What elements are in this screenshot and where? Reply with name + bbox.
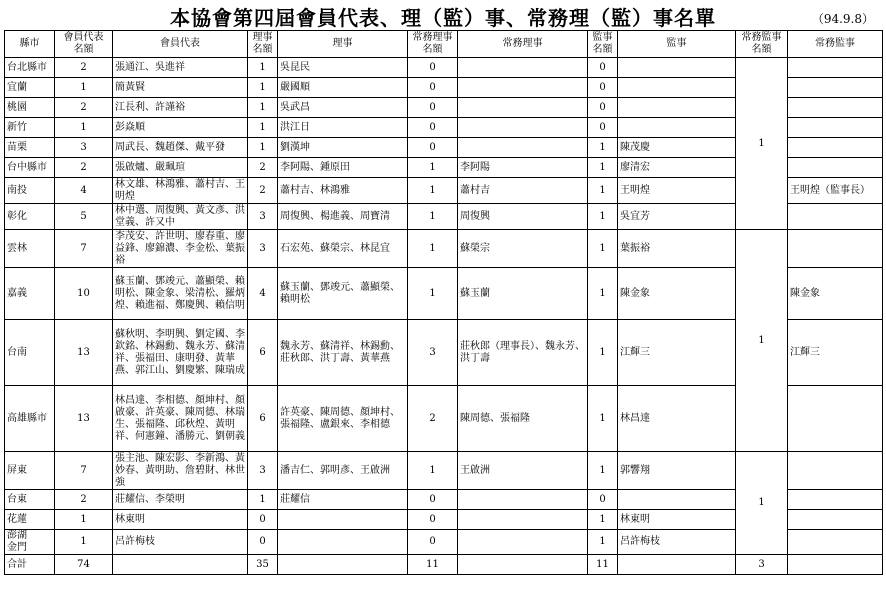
total-row: [5, 555, 883, 575]
standing-directors-cell: 蘇榮宗: [458, 230, 588, 268]
standing-supervisors-cell: 王明煌（監事長）: [788, 178, 883, 204]
rep-count-cell: 7: [55, 452, 113, 490]
director-count-cell: 2: [248, 178, 278, 204]
supervisor-count-cell: 0: [588, 118, 618, 138]
director-count-cell: 4: [248, 268, 278, 320]
supervisors-cell: 吳宜芳: [618, 204, 736, 230]
header-cell: 常務監事: [788, 31, 883, 58]
header-cell: 理事名額: [248, 31, 278, 58]
empty-cell: [278, 555, 408, 575]
supervisors-cell: [618, 78, 736, 98]
standing-director-count-cell: 0: [408, 490, 458, 510]
reps-cell: 蘇秋明、李明興、劉定國、李欽銘、林錫勳、魏永芳、蘇清祥、張福田、康明發、黃華燕、郭江山、劉慶繁、陳瑞成: [113, 320, 248, 386]
header-cell: 常務理事 名額: [408, 31, 458, 58]
standing-supervisors-cell: [788, 530, 883, 555]
standing-directors-cell: 陳周德、張福隆: [458, 386, 588, 452]
director-count-cell: 6: [248, 320, 278, 386]
reps-cell: 周武長、魏趙傑、戴平發: [113, 138, 248, 158]
supervisors-cell: 陳金象: [618, 268, 736, 320]
total-standing-supervisor-count-cell: 3: [736, 555, 788, 575]
standing-director-count-cell: 0: [408, 118, 458, 138]
rep-count-cell: 2: [55, 158, 113, 178]
standing-supervisors-cell: [788, 78, 883, 98]
reps-cell: 林東明: [113, 510, 248, 530]
standing-director-count-cell: 1: [408, 268, 458, 320]
header-cell: 監事名額: [588, 31, 618, 58]
standing-supervisors-cell: [788, 138, 883, 158]
roster-table: [4, 30, 883, 575]
county-cell: 桃園: [5, 98, 55, 118]
directors-cell: 洪江日: [278, 118, 408, 138]
reps-cell: 張啟爐、嚴珮瑄: [113, 158, 248, 178]
director-count-cell: 2: [248, 158, 278, 178]
header-cell: 常務理事: [458, 31, 588, 58]
rep-count-cell: 3: [55, 138, 113, 158]
rep-count-cell: 1: [55, 78, 113, 98]
reps-cell: 張通江、吳進祥: [113, 58, 248, 78]
standing-directors-cell: 周復興: [458, 204, 588, 230]
standing-director-count-cell: 3: [408, 320, 458, 386]
standing-directors-cell: [458, 138, 588, 158]
reps-cell: 林昌達、李相德、顏坤村、顏啟豪、許英豪、陳周德、林瑞生、張福隆、邱秋煌、黃明祥、何憲鐘、潘勝元、劉朝義: [113, 386, 248, 452]
header-cell: 理事: [278, 31, 408, 58]
directors-cell: 許英豪、陳周德、顏坤村、張福隆、盧銀來、李相德: [278, 386, 408, 452]
standing-director-count-cell: 1: [408, 452, 458, 490]
county-cell: 高雄縣市: [5, 386, 55, 452]
county-cell: 澎湖 金門: [5, 530, 55, 555]
supervisors-cell: 王明煌: [618, 178, 736, 204]
standing-directors-cell: [458, 78, 588, 98]
director-count-cell: 1: [248, 58, 278, 78]
county-cell: 苗栗: [5, 138, 55, 158]
reps-cell: 李茂安、許世明、廖春重、廖益鋒、廖錦濃、李金松、葉振裕: [113, 230, 248, 268]
supervisor-count-cell: 1: [588, 268, 618, 320]
reps-cell: 彭焱順: [113, 118, 248, 138]
table-row: [5, 230, 883, 268]
reps-cell: 林文雄、林鴻雅、蕭村吉、王明煌: [113, 178, 248, 204]
standing-directors-cell: 李阿陽: [458, 158, 588, 178]
empty-cell: [618, 555, 736, 575]
director-count-cell: 1: [248, 78, 278, 98]
county-cell: 台北縣市: [5, 58, 55, 78]
standing-director-count-cell: 1: [408, 158, 458, 178]
total-supervisor-count-cell: 11: [588, 555, 618, 575]
standing-director-count-cell: 1: [408, 178, 458, 204]
director-count-cell: 1: [248, 138, 278, 158]
standing-supervisors-cell: 江輝三: [788, 320, 883, 386]
standing-director-count-cell: 0: [408, 138, 458, 158]
rep-count-cell: 1: [55, 510, 113, 530]
reps-cell: 張主池、陳宏影、李新鴻、黃妙春、黃明助、詹碧財、林世強: [113, 452, 248, 490]
supervisor-count-cell: 1: [588, 230, 618, 268]
supervisors-cell: 廖清宏: [618, 158, 736, 178]
header-row: [5, 31, 883, 58]
supervisor-count-cell: 1: [588, 452, 618, 490]
empty-cell: [458, 555, 588, 575]
directors-cell: 蕭村吉、林鴻雅: [278, 178, 408, 204]
director-count-cell: 1: [248, 490, 278, 510]
supervisors-cell: [618, 98, 736, 118]
rep-count-cell: 1: [55, 118, 113, 138]
supervisors-cell: [618, 58, 736, 78]
reps-cell: 蘇玉蘭、鄧竣元、蕭顯榮、賴明松、陳金象、梁清松、羅炳煌、賴進福、鄭慶興、賴信明: [113, 268, 248, 320]
standing-directors-cell: [458, 98, 588, 118]
reps-cell: 呂許梅枝: [113, 530, 248, 555]
reps-cell: 江長利、許謹裕: [113, 98, 248, 118]
total-standing-director-count-cell: 11: [408, 555, 458, 575]
table-row: [5, 452, 883, 490]
directors-cell: 李阿陽、鍾原田: [278, 158, 408, 178]
directors-cell: 周復興、楊進義、周寶清: [278, 204, 408, 230]
standing-supervisors-cell: 陳金象: [788, 268, 883, 320]
supervisor-count-cell: 0: [588, 58, 618, 78]
standing-supervisors-cell: [788, 490, 883, 510]
standing-supervisor-count-cell: 1: [736, 452, 788, 555]
supervisor-count-cell: 0: [588, 78, 618, 98]
standing-director-count-cell: 0: [408, 510, 458, 530]
supervisor-count-cell: 1: [588, 204, 618, 230]
supervisor-count-cell: 0: [588, 98, 618, 118]
header-cell: 監事: [618, 31, 736, 58]
standing-supervisors-cell: [788, 158, 883, 178]
total-label-cell: 合計: [5, 555, 55, 575]
county-cell: 台東: [5, 490, 55, 510]
standing-supervisors-cell: [788, 386, 883, 452]
standing-director-count-cell: 0: [408, 78, 458, 98]
rep-count-cell: 4: [55, 178, 113, 204]
standing-directors-cell: [458, 490, 588, 510]
header-cell: 常務監事 名額: [736, 31, 788, 58]
rep-count-cell: 10: [55, 268, 113, 320]
county-cell: 南投: [5, 178, 55, 204]
rep-count-cell: 13: [55, 386, 113, 452]
county-cell: 台中縣市: [5, 158, 55, 178]
director-count-cell: 3: [248, 452, 278, 490]
standing-supervisors-cell: [788, 510, 883, 530]
county-cell: 新竹: [5, 118, 55, 138]
header-cell: 會員代表: [113, 31, 248, 58]
supervisors-cell: 林東明: [618, 510, 736, 530]
rep-count-cell: 1: [55, 530, 113, 555]
standing-directors-cell: 蕭村吉: [458, 178, 588, 204]
rep-count-cell: 2: [55, 58, 113, 78]
standing-directors-cell: 莊秋郎（理事長）、魏永芳、洪丁壽: [458, 320, 588, 386]
supervisors-cell: 郭響翔: [618, 452, 736, 490]
empty-cell: [113, 555, 248, 575]
total-rep-count-cell: 74: [55, 555, 113, 575]
standing-director-count-cell: 1: [408, 204, 458, 230]
supervisor-count-cell: 1: [588, 510, 618, 530]
standing-directors-cell: 王啟洲: [458, 452, 588, 490]
directors-cell: 劉漢坤: [278, 138, 408, 158]
directors-cell: 莊耀信: [278, 490, 408, 510]
directors-cell: 吳武昌: [278, 98, 408, 118]
director-count-cell: 1: [248, 98, 278, 118]
supervisor-count-cell: 1: [588, 320, 618, 386]
standing-supervisors-cell: [788, 452, 883, 490]
director-count-cell: 1: [248, 118, 278, 138]
rep-count-cell: 13: [55, 320, 113, 386]
page-title: 本協會第四屆會員代表、理（監）事、常務理（監）事名單: [170, 6, 716, 30]
standing-supervisors-cell: [788, 204, 883, 230]
standing-directors-cell: [458, 118, 588, 138]
county-cell: 彰化: [5, 204, 55, 230]
standing-directors-cell: [458, 530, 588, 555]
director-count-cell: 0: [248, 510, 278, 530]
supervisor-count-cell: 0: [588, 490, 618, 510]
director-count-cell: 0: [248, 530, 278, 555]
director-count-cell: 3: [248, 230, 278, 268]
standing-director-count-cell: 2: [408, 386, 458, 452]
empty-cell: [788, 555, 883, 575]
standing-director-count-cell: 0: [408, 58, 458, 78]
standing-directors-cell: [458, 510, 588, 530]
directors-cell: [278, 510, 408, 530]
reps-cell: 莊耀信、李榮明: [113, 490, 248, 510]
standing-supervisors-cell: [788, 98, 883, 118]
county-cell: 台南: [5, 320, 55, 386]
rep-count-cell: 2: [55, 98, 113, 118]
county-cell: 屏東: [5, 452, 55, 490]
standing-directors-cell: [458, 58, 588, 78]
standing-director-count-cell: 0: [408, 530, 458, 555]
county-cell: 嘉義: [5, 268, 55, 320]
directors-cell: 潘吉仁、郭明彥、王啟洲: [278, 452, 408, 490]
standing-director-count-cell: 0: [408, 98, 458, 118]
standing-supervisors-cell: [788, 118, 883, 138]
county-cell: 雲林: [5, 230, 55, 268]
rep-count-cell: 5: [55, 204, 113, 230]
standing-director-count-cell: 1: [408, 230, 458, 268]
reps-cell: 林中選、周復興、黃文彥、洪堂義、許又中: [113, 204, 248, 230]
standing-supervisor-count-cell: 1: [736, 230, 788, 452]
county-cell: 宜蘭: [5, 78, 55, 98]
directors-cell: 石宏苑、蘇榮宗、林昆宜: [278, 230, 408, 268]
standing-supervisors-cell: [788, 58, 883, 78]
county-cell: 花蓮: [5, 510, 55, 530]
directors-cell: 吳昆民: [278, 58, 408, 78]
supervisor-count-cell: 1: [588, 138, 618, 158]
header-cell: 會員代表 名額: [55, 31, 113, 58]
supervisors-cell: 呂許梅枝: [618, 530, 736, 555]
total-director-count-cell: 35: [248, 555, 278, 575]
supervisors-cell: 林昌達: [618, 386, 736, 452]
supervisor-count-cell: 1: [588, 178, 618, 204]
standing-directors-cell: 蘇玉蘭: [458, 268, 588, 320]
rep-count-cell: 7: [55, 230, 113, 268]
supervisors-cell: 江輝三: [618, 320, 736, 386]
supervisors-cell: 陳茂慶: [618, 138, 736, 158]
director-count-cell: 6: [248, 386, 278, 452]
supervisor-count-cell: 1: [588, 530, 618, 555]
standing-supervisors-cell: [788, 230, 883, 268]
directors-cell: 嚴國順: [278, 78, 408, 98]
table-row: [5, 58, 883, 78]
directors-cell: 蘇玉蘭、鄧竣元、蕭顯榮、賴明松: [278, 268, 408, 320]
reps-cell: 簡黃賢: [113, 78, 248, 98]
supervisor-count-cell: 1: [588, 386, 618, 452]
supervisors-cell: [618, 490, 736, 510]
directors-cell: 魏永芳、蘇清祥、林錫勳、莊秋郎、洪丁壽、黃華燕: [278, 320, 408, 386]
header-cell: 縣市: [5, 31, 55, 58]
rep-count-cell: 2: [55, 490, 113, 510]
directors-cell: [278, 530, 408, 555]
standing-supervisor-count-cell: 1: [736, 58, 788, 230]
supervisors-cell: 葉振裕: [618, 230, 736, 268]
director-count-cell: 3: [248, 204, 278, 230]
document-date: （94.9.8）: [811, 12, 874, 26]
supervisor-count-cell: 1: [588, 158, 618, 178]
supervisors-cell: [618, 118, 736, 138]
